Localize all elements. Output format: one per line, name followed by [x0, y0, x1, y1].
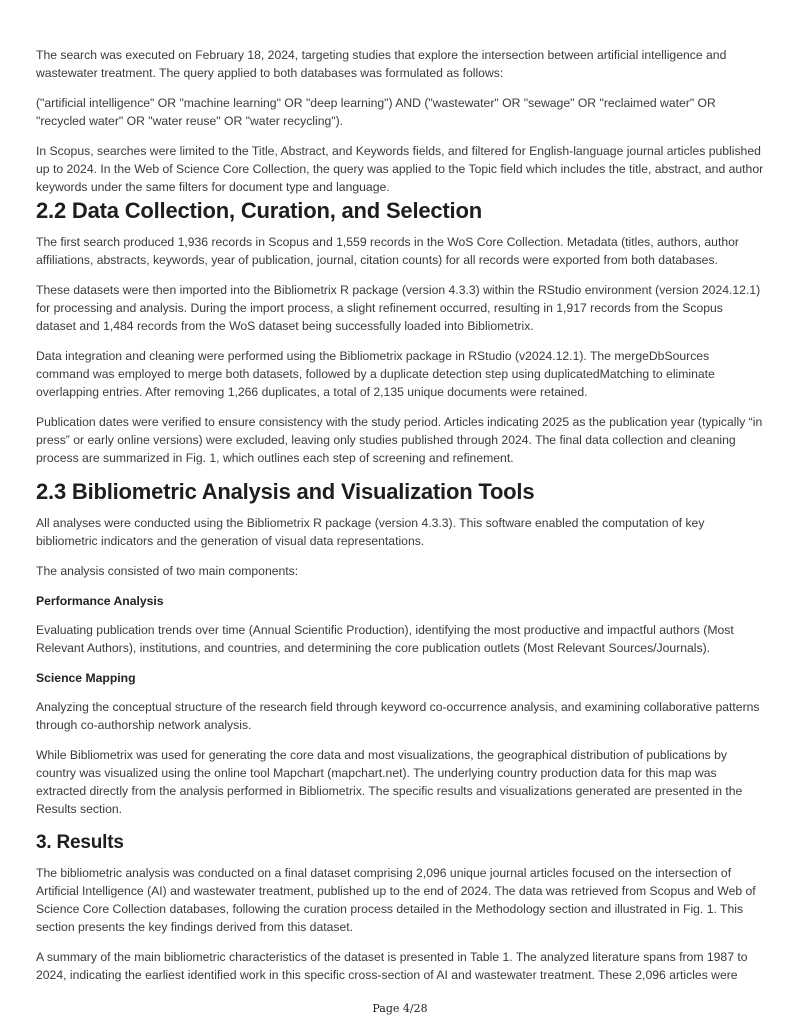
paragraph-search-query: ("artificial intelligence" OR "machine learning" OR "deep learning") AND ("wastewater" OR "sewage" OR "reclaimed water" OR "recycled water" OR "water reuse" OR "water recycling").	[36, 96, 716, 128]
paragraph-components: The analysis consisted of two main components:	[36, 564, 299, 578]
subheading-science-mapping: Science Mapping	[36, 671, 136, 685]
section-heading-2-3: 2.3 Bibliometric Analysis and Visualization Tools	[36, 479, 535, 504]
paragraph-first-search: The first search produced 1,936 records in Scopus and 1,559 records in the WoS Core Collection. Metadata (titles, authors, author affiliations, abstracts, keywords, year of publication, journal, citation counts) for all records were exported from both databases.	[36, 235, 739, 267]
paragraph-mapchart: While Bibliometrix was used for generating the core data and most visualizations, the geographical distribution of publications by country was visualized using the online tool Mapchart (mapchart.net). The underlying country production data for this map was extracted directly from the analysis performed in Bibliometrix. The specific results and visualizations generated are presented in the Results section.	[36, 748, 743, 816]
section-heading-2-2: 2.2 Data Collection, Curation, and Selection	[36, 198, 482, 223]
paragraph-search-filters: In Scopus, searches were limited to the Title, Abstract, and Keywords fields, and filtered for English-language journal articles published up to 2024. In the Web of Science Core Collection, the query was applied to the Topic field which includes the title, abstract, and author keywords under the same filters for document type and language.	[36, 144, 764, 194]
section-heading-3: 3. Results	[36, 832, 124, 853]
paragraph-results-intro: The bibliometric analysis was conducted on a final dataset comprising 2,096 unique journal articles focused on the intersection of Artificial Intelligence (AI) and wastewater treatment, published up to the end of 2024. The data was retrieved from Scopus and Web of Science Core Collection databases, following the curation process detailed in the Methodology section and illustrated in Fig. 1. This section presents the key findings derived from this dataset.	[36, 866, 756, 934]
subheading-performance-analysis: Performance Analysis	[36, 594, 164, 608]
paragraph-integration: Data integration and cleaning were performed using the Bibliometrix package in RStudio (v2024.12.1). The mergeDbSources command was employed to merge both datasets, followed by a duplicate detection step using duplicatedMatching to eliminate overlapping entries. After removing 1,266 duplicates, a total of 2,135 unique documents were retained.	[36, 349, 715, 399]
paragraph-results-summary: A summary of the main bibliometric characteristics of the dataset is presented in Table 1. The analyzed literature spans from 1987 to 2024, indicating the earliest identified work in this specific cross-section of AI and wastewater treatment. These 2,096 articles were	[36, 950, 748, 982]
page-number: Page 4/28	[372, 1002, 428, 1015]
paragraph-publication-dates: Publication dates were verified to ensure consistency with the study period. Articles indicating 2025 as the publication year (typically “in press” or early online versions) were excluded, leaving only studies published through 2024. The final data collection and cleaning process are summarized in Fig. 1, which outlines each step of screening and refinement.	[36, 415, 763, 465]
paragraph-science-mapping: Analyzing the conceptual structure of the research field through keyword co-occurrence analysis, and examining collaborative patterns through co-authorship network analysis.	[36, 700, 760, 732]
page-content	[36, 46, 766, 996]
paragraph-performance: Evaluating publication trends over time (Annual Scientific Production), identifying the most productive and impactful authors (Most Relevant Authors), institutions, and countries, and determining the core publication outlets (Most Relevant Sources/Journals).	[36, 623, 734, 655]
paragraph-analyses: All analyses were conducted using the Bibliometrix R package (version 4.3.3). This software enabled the computation of key bibliometric indicators and the generation of visual data representations.	[36, 516, 705, 548]
paragraph-import: These datasets were then imported into the Bibliometrix R package (version 4.3.3) within the RStudio environment (version 2024.12.1) for processing and analysis. During the import process, a slight refinement occurred, resulting in 1,917 records from the Scopus dataset and 1,484 records from the WoS dataset being successfully loaded into Bibliometrix.	[36, 283, 761, 333]
paragraph-search-date: The search was executed on February 18, 2024, targeting studies that explore the intersection between artificial intelligence and wastewater treatment. The query applied to both databases was formulated as follows:	[36, 48, 727, 80]
